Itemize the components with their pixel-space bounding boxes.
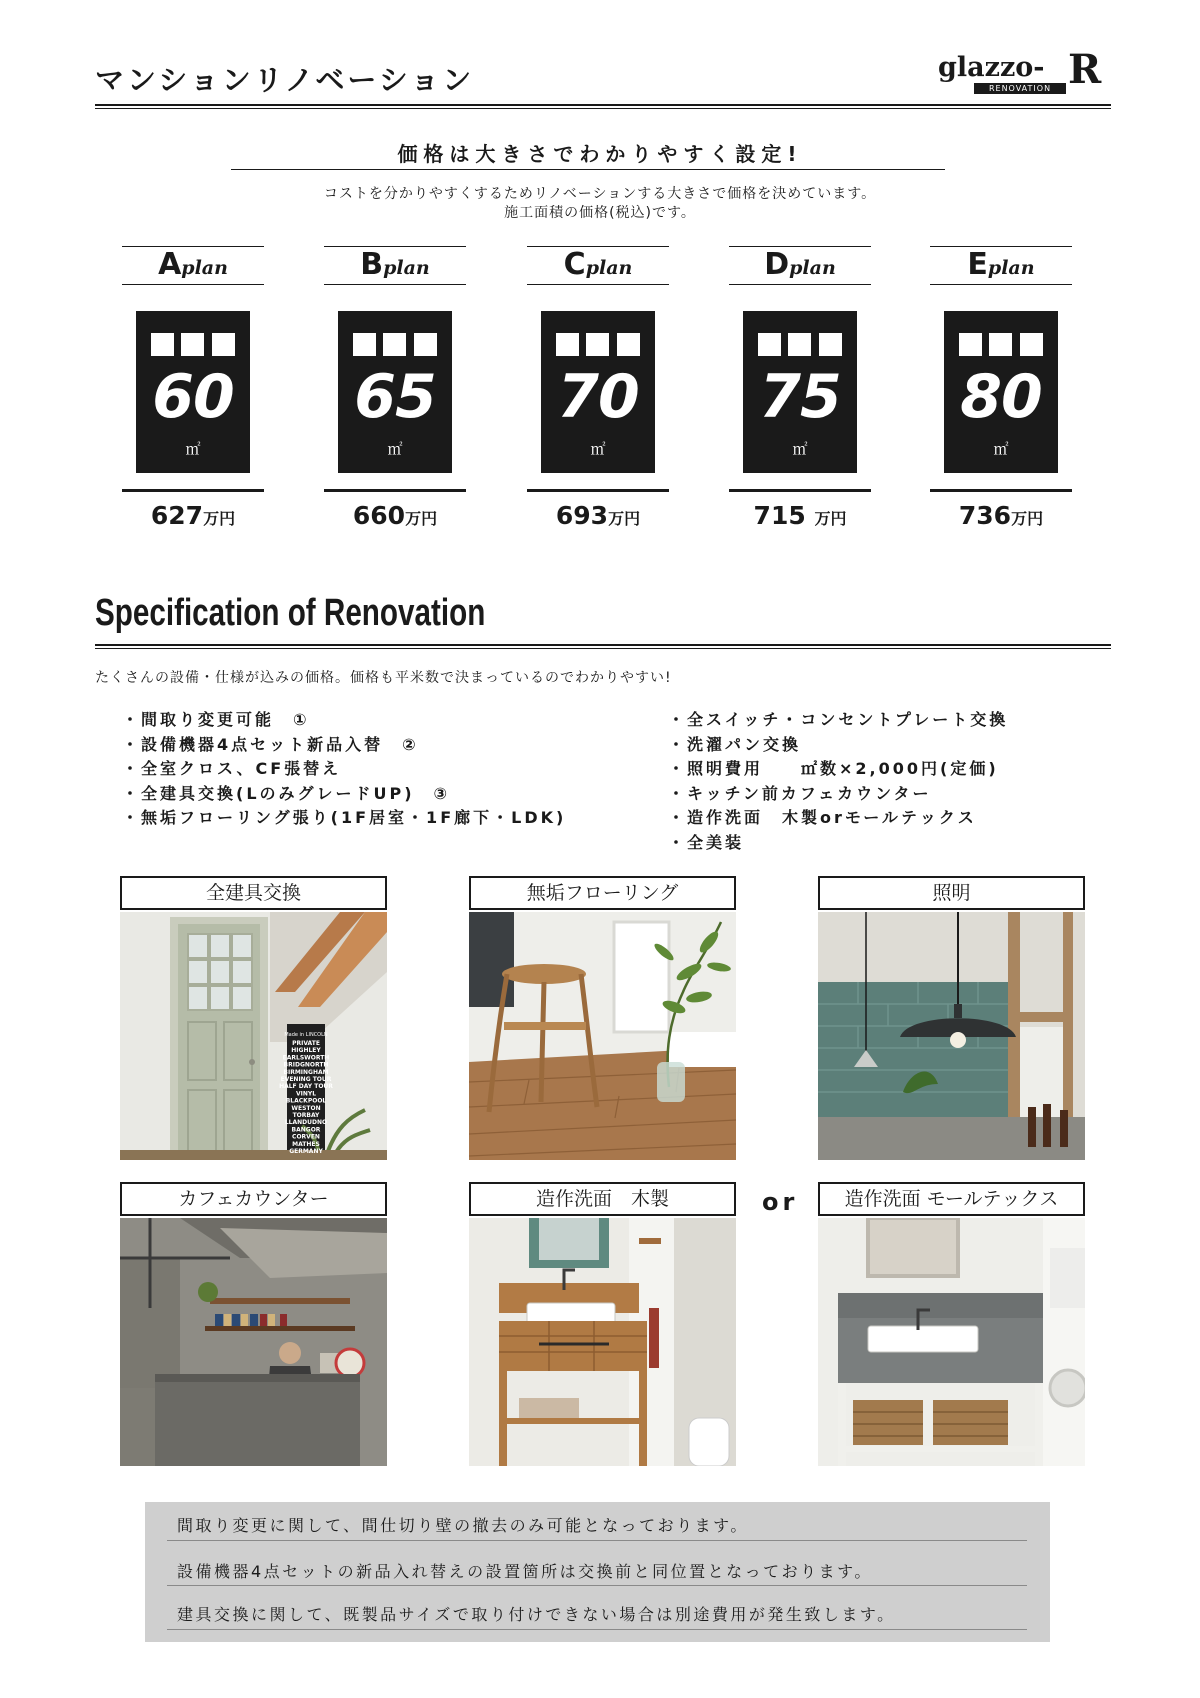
- lighting-photo: [818, 912, 1085, 1160]
- square-icon: [586, 333, 609, 356]
- note-3: 建具交換に関して、既製品サイズで取り付けできない場合は別途費用が発生致します。: [177, 1605, 896, 1624]
- plan-price-bar: [324, 489, 466, 492]
- spec-item: ・間取り変更可能 ①: [122, 710, 310, 729]
- photo-label-mortex-vanity: 造作洗面 モールテックス: [818, 1182, 1085, 1216]
- spec-item: ・全建具交換(LのみグレードUP) ③: [122, 783, 451, 803]
- square-icon: [1020, 333, 1043, 356]
- poster-line: HIGHLEY: [291, 1047, 321, 1055]
- spec-rule-thin: [95, 648, 1111, 649]
- mortex-vanity-illustration: [818, 1218, 1085, 1466]
- plan-area: 70: [557, 362, 639, 432]
- photo-label-flooring: 無垢フローリング: [469, 876, 736, 910]
- plan-price: [729, 501, 871, 530]
- spec-item: ・全室クロス、CF張替え: [122, 759, 342, 778]
- plan-price-unit: 万円: [405, 509, 438, 528]
- square-icon: [758, 333, 781, 356]
- wood-vanity-photo: [469, 1218, 736, 1466]
- lighting-illustration: [818, 912, 1085, 1160]
- plan-rule-bottom: [729, 284, 871, 285]
- square-icon: [353, 333, 376, 356]
- poster-line: GERMANY: [289, 1148, 323, 1155]
- plan-price: [122, 501, 264, 530]
- plan-price: [930, 501, 1072, 530]
- plan-area: 65: [354, 362, 436, 432]
- square-icon: [151, 333, 174, 356]
- plan-price: [324, 501, 466, 530]
- plan-rule-bottom: [930, 284, 1072, 285]
- square-icon: [556, 333, 579, 356]
- price-desc-line2: 施工面積の価格(税込)です。: [504, 205, 696, 221]
- door-photo: [120, 912, 387, 1160]
- poster-line: CORVEN: [292, 1133, 320, 1141]
- spec-item: ・無垢フローリング張り(1F居室・1F廊下・LDK): [122, 808, 567, 827]
- note-1: 間取り変更に関して、間仕切り壁の撤去のみ可能となっております。: [177, 1516, 749, 1535]
- spec-list-right: [668, 708, 1008, 855]
- header-rule-thin: [95, 108, 1111, 109]
- mortex-vanity-photo: [818, 1218, 1085, 1466]
- spec-list-left: [122, 708, 566, 831]
- poster-line: TORBAY: [292, 1112, 320, 1119]
- square-icon: [959, 333, 982, 356]
- note-rule-3: [167, 1629, 1027, 1630]
- plan-name: [729, 247, 871, 283]
- plan-letter: B: [360, 247, 384, 282]
- spec-item: ・全美装: [668, 832, 745, 852]
- poster-line: EVENING TOUR: [280, 1076, 332, 1083]
- plan-word: plan: [181, 257, 228, 279]
- photo-label-door: 全建具交換: [120, 876, 387, 910]
- plan-price: [527, 501, 669, 530]
- note-2: 設備機器4点セットの新品入れ替えの設置箇所は交換前と同位置となっております。: [177, 1562, 873, 1581]
- door-poster-text: [120, 912, 387, 1160]
- flooring-illustration: [469, 912, 736, 1160]
- plan-area-box: [541, 311, 655, 473]
- price-heading-rule: [231, 169, 945, 170]
- page-title: マンションリノベーション: [95, 63, 475, 97]
- plan-price-bar: [729, 489, 871, 492]
- plan-area-box: [743, 311, 857, 473]
- plan-price-unit: 万円: [1011, 509, 1044, 528]
- plan-price-value: 693: [555, 501, 609, 530]
- square-icon: [212, 333, 235, 356]
- plan-name: [527, 247, 669, 283]
- plan-rule-bottom: [527, 284, 669, 285]
- poster-line: PRIVATE: [292, 1040, 320, 1047]
- header-rule-thick: [95, 104, 1111, 106]
- plan-letter: E: [967, 247, 988, 282]
- plan-area-unit: ㎡: [590, 440, 606, 458]
- plan-price-value: 627: [150, 501, 204, 530]
- spec-item: ・全スイッチ・コンセントプレート交換: [668, 710, 1009, 729]
- cafe-counter-photo: [120, 1218, 387, 1466]
- plan-letter: A: [158, 247, 182, 282]
- plan-word: plan: [585, 257, 633, 279]
- plan-letter: C: [563, 247, 586, 282]
- plan-price-unit: 万円: [814, 509, 847, 528]
- plan-area: 80: [960, 362, 1042, 432]
- spec-item: ・照明費用 ㎡数×2,000円(定価): [668, 759, 999, 778]
- cafe-illustration: [120, 1218, 387, 1466]
- notes-box: [145, 1502, 1050, 1642]
- spec-item: ・洗濯パン交換: [668, 734, 802, 754]
- poster-line: LLANDUDNO: [284, 1119, 328, 1127]
- poster-head: Made in LINCOLN: [284, 1032, 328, 1038]
- plan-word: plan: [987, 257, 1035, 279]
- plan-rule-bottom: [324, 284, 466, 285]
- spec-rule-thick: [95, 644, 1111, 646]
- poster-line: MATHES: [292, 1140, 320, 1148]
- photo-label-wood-vanity: 造作洗面 木製: [469, 1182, 736, 1216]
- poster-line: WESTON: [291, 1104, 321, 1112]
- plan-area-unit: ㎡: [185, 440, 201, 458]
- photo-label-cafe: カフェカウンター: [120, 1182, 387, 1216]
- plan-name: [324, 247, 466, 283]
- plan-area-unit: ㎡: [387, 440, 403, 458]
- square-icon: [788, 333, 811, 356]
- square-icon: [414, 333, 437, 356]
- plan-price-unit: 万円: [203, 509, 236, 528]
- spec-intro: たくさんの設備・仕様が込みの価格。価格も平米数で決まっているのでわかりやすい!: [95, 670, 672, 686]
- poster-line: BANGOR: [291, 1126, 321, 1134]
- plan-price-value: 736: [958, 501, 1012, 530]
- spec-item: ・設備機器4点セット新品入替 ②: [122, 734, 419, 754]
- plan-word: plan: [789, 257, 836, 279]
- price-heading: 価格は大きさでわかりやすく設定!: [397, 142, 803, 166]
- wood-vanity-illustration: [469, 1218, 736, 1466]
- plan-name: [930, 247, 1072, 283]
- spec-item: ・キッチン前カフェカウンター: [668, 783, 932, 803]
- flooring-photo: [469, 912, 736, 1160]
- plan-letter: D: [764, 247, 790, 282]
- plan-area-box: [944, 311, 1058, 473]
- photo-label-lighting: 照明: [818, 876, 1085, 910]
- spec-item: ・造作洗面 木製orモールテックス: [668, 808, 977, 827]
- square-icon: [989, 333, 1012, 356]
- plan-area: 75: [759, 362, 841, 432]
- price-desc-line1: コストを分かりやすくするためリノベーションする大きさで価格を決めています。: [323, 186, 877, 202]
- logo-r: R: [1068, 46, 1102, 93]
- plan-name: [122, 247, 264, 283]
- note-rule-1: [167, 1540, 1027, 1541]
- poster-line: BRIDGNORTH: [283, 1061, 329, 1069]
- plan-price-bar: [527, 489, 669, 492]
- square-icon: [181, 333, 204, 356]
- square-icon: [617, 333, 640, 356]
- square-icon: [383, 333, 406, 356]
- poster-line: BIRMINGHAM: [283, 1068, 329, 1076]
- note-rule-2: [167, 1585, 1027, 1586]
- logo-word: glazzo-: [938, 52, 1045, 83]
- plan-price-bar: [122, 489, 264, 492]
- plan-rule-bottom: [122, 284, 264, 285]
- plan-price-unit: 万円: [608, 509, 641, 528]
- poster-line: EARLSWORTH: [282, 1054, 330, 1062]
- plan-area-box: [136, 311, 250, 473]
- square-icon: [819, 333, 842, 356]
- poster-line: BLACKPOOL: [285, 1097, 327, 1105]
- glazzo-r-logo: [938, 46, 1114, 94]
- plan-word: plan: [383, 257, 430, 279]
- or-label: or: [762, 1188, 799, 1216]
- plan-area-unit: ㎡: [993, 440, 1009, 458]
- plan-area-unit: ㎡: [792, 440, 808, 458]
- poster-line: VINYL: [295, 1090, 317, 1098]
- plan-area: 60: [152, 362, 234, 432]
- poster-line: HALF DAY TOUR: [279, 1083, 333, 1091]
- plan-price-bar: [930, 489, 1072, 492]
- plan-price-value: 715: [753, 501, 815, 530]
- plan-area-box: [338, 311, 452, 473]
- spec-title: Specification of Renovation: [95, 592, 486, 634]
- logo-sub: RENOVATION: [974, 83, 1066, 94]
- plan-price-value: 660: [352, 501, 406, 530]
